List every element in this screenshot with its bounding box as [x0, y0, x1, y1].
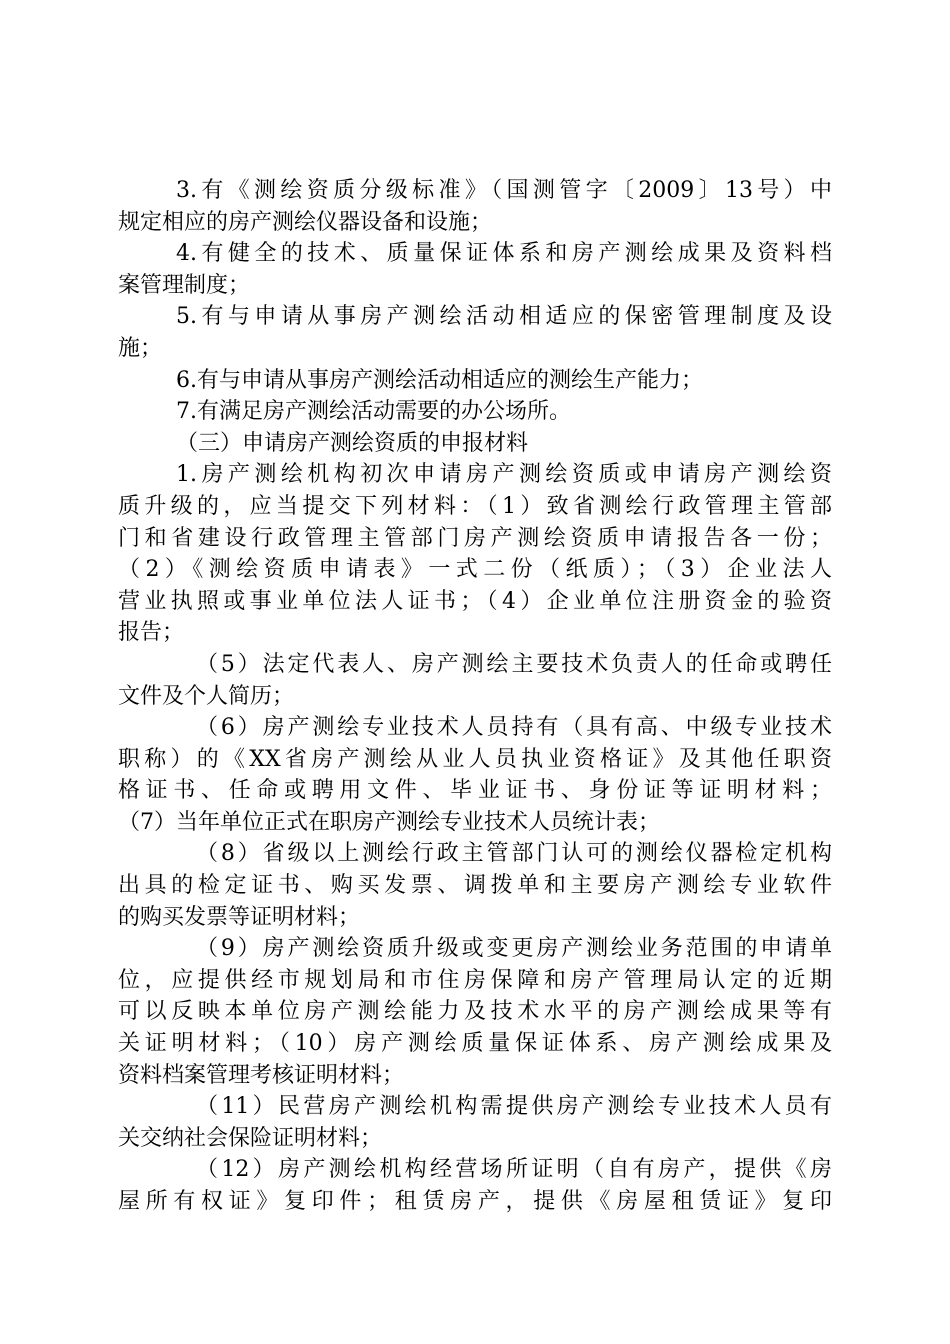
text-line: 案管理制度；	[118, 272, 251, 298]
text-line: （8）省级以上测绘行政主管部门认可的测绘仪器检定机构	[196, 841, 832, 867]
paragraph	[118, 1091, 832, 1154]
text-line: 职称）的《XX省房产测绘从业人员执业资格证》及其他任职资	[118, 746, 832, 772]
text-line: 规定相应的房产测绘仪器设备和设施；	[118, 209, 493, 235]
paragraph	[118, 712, 832, 838]
paragraph	[118, 838, 832, 933]
paragraph	[118, 238, 832, 301]
text-line: 6.有与申请从事房产测绘活动相适应的测绘生产能力；	[176, 367, 703, 393]
text-line: 7.有满足房产测绘活动需要的办公场所。	[176, 399, 571, 425]
text-line: （6）房产测绘专业技术人员持有（具有高、中级专业技术	[196, 715, 832, 741]
text-line: 位，应提供经市规划局和市住房保障和房产管理局认定的近期	[118, 967, 832, 993]
text-line: （7）当年单位正式在职房产测绘专业技术人员统计表；	[118, 809, 660, 835]
text-line: 的购买发票等证明材料；	[118, 904, 361, 930]
text-line: （9）房产测绘资质升级或变更房产测绘业务范围的申请单	[196, 936, 832, 962]
text-line: （2）《测绘资质申请表》一式二份（纸质）；（3）企业法人	[118, 557, 832, 583]
document-body	[118, 175, 832, 1218]
paragraph	[118, 365, 832, 397]
text-line: 资料档案管理考核证明材料；	[118, 1062, 405, 1088]
text-line: （12）房产测绘机构经营场所证明（自有房产，提供《房	[196, 1157, 832, 1183]
text-line: 4.有健全的技术、质量保证体系和房产测绘成果及资料档	[176, 241, 832, 267]
text-line: 出具的检定证书、购买发票、调拨单和主要房产测绘专业软件	[118, 873, 832, 899]
paragraph	[118, 459, 832, 649]
text-line: （三）申请房产测绘资质的申报材料	[176, 430, 529, 456]
paragraph	[118, 1154, 832, 1217]
text-line: 5.有与申请从事房产测绘活动相适应的保密管理制度及设	[176, 304, 832, 330]
text-line: 报告；	[118, 620, 185, 646]
text-line: （11）民营房产测绘机构需提供房产测绘专业技术人员有	[196, 1094, 832, 1120]
text-line: 3.有《测绘资质分级标准》（国测管字〔2009〕13号）中	[176, 178, 832, 203]
paragraph	[118, 428, 832, 460]
text-line: 关证明材料；（10）房产测绘质量保证体系、房产测绘成果及	[118, 1031, 832, 1057]
paragraph	[118, 301, 832, 364]
text-line: 关交纳社会保险证明材料；	[118, 1125, 383, 1151]
text-line: 质升级的，应当提交下列材料：（1）致省测绘行政管理主管部	[118, 493, 832, 519]
text-line: （5）法定代表人、房产测绘主要技术负责人的任命或聘任	[196, 651, 832, 677]
paragraph	[118, 933, 832, 1091]
text-line: 可以反映本单位房产测绘能力及技术水平的房产测绘成果等有	[118, 999, 832, 1025]
paragraph	[118, 396, 832, 428]
text-line: 施；	[118, 335, 163, 361]
paragraph	[118, 175, 832, 238]
text-line: 屋所有权证》复印件；租赁房产，提供《房屋租赁证》复印	[118, 1189, 832, 1214]
text-line: 门和省建设行政管理主管部门房产测绘资质申请报告各一份；	[118, 525, 832, 551]
paragraph	[118, 649, 832, 712]
text-line: 1.房产测绘机构初次申请房产测绘资质或申请房产测绘资	[176, 462, 832, 488]
text-line: 格证书、任命或聘用文件、毕业证书、身份证等证明材料；	[118, 778, 832, 804]
text-line: 营业执照或事业单位法人证书；（4）企业单位注册资金的验资	[118, 588, 832, 614]
text-line: 文件及个人简历；	[118, 683, 295, 709]
